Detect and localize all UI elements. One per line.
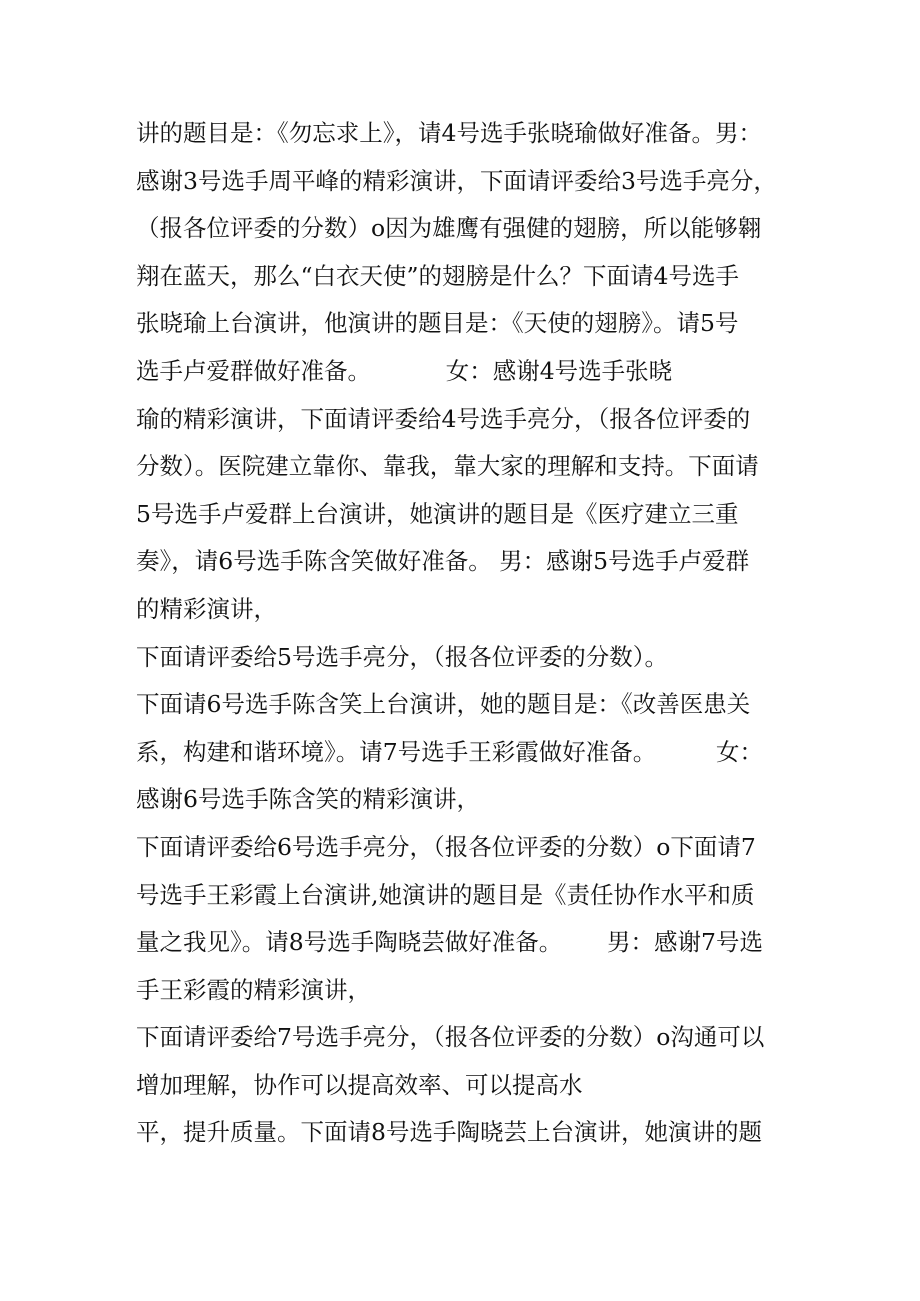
text-line: 翔在蓝天，那么“白衣天使”的翅膀是什么？下面请4号选手 [136,261,739,290]
text-line: 下面请评委给7号选手亮分，（报各位评委的分数）o沟通可以 [136,1023,765,1052]
text-line: 张晓瑜上台演讲，他演讲的题目是：《天使的翅膀》。请5号 [136,309,739,338]
text-line: 瑜的精彩演讲，下面请评委给4号选手亮分，（报各位评委的 [136,404,751,433]
text-line: 的精彩演讲， [136,594,277,623]
text-line: 平，提升质量。下面请8号选手陶晓芸上台演讲，她演讲的题 [136,1118,762,1147]
text-line: 分数）。医院建立靠你、靠我，靠大家的理解和支持。下面请 [136,452,759,481]
text-line: 手王彩霞的精彩演讲， [136,975,371,1004]
body-text [136,110,836,1157]
text-line: 感谢3号选手周平峰的精彩演讲，下面请评委给3号选手亮分， [136,166,777,195]
text-line: 下面请评委给5号选手亮分，（报各位评委的分数）。 [136,642,668,671]
text-line: 量之我见》。请8号选手陶晓芸做好准备。 男：感谢7号选 [136,928,763,957]
text-line: 系，构建和谐环境》。请7号选手王彩霞做好准备。 女： [136,737,763,766]
text-line: 下面请6号选手陈含笑上台演讲，她的题目是：《改善医患关 [136,690,751,719]
text-line: 增加理解，协作可以提高效率、可以提高水 [136,1070,583,1099]
text-line: 选手卢爱群做好准备。 女：感谢4号选手张晓 [136,356,673,385]
text-line: 5号选手卢爱群上台演讲，她演讲的题目是《医疗建立三重 [136,499,739,528]
text-line: 号选手王彩霞上台演讲,她演讲的题目是《责任协作水平和质 [136,880,755,909]
text-line: （报各位评委的分数）o因为雄鹰有强健的翅膀，所以能够翱 [136,214,762,243]
text-line: 感谢6号选手陈含笑的精彩演讲， [136,785,480,814]
text-line: 奏》，请6号选手陈含笑做好准备。 男：感谢5号选手卢爱群 [136,547,750,576]
text-line: 讲的题目是：《勿忘求上》，请4号选手张晓瑜做好准备。男： [136,119,762,147]
text-line: 下面请评委给6号选手亮分，（报各位评委的分数）o下面请7 [136,832,756,861]
